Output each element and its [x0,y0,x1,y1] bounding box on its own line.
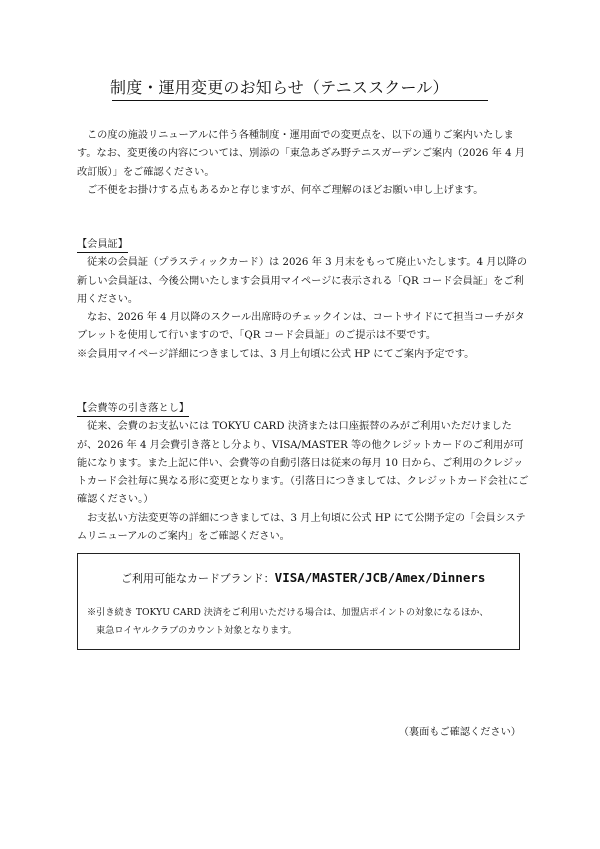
card-brand-line [121,569,485,588]
page-title: 制度・運用変更のお知らせ（テニススクール） [110,78,449,97]
card-brand-box [77,553,520,650]
payment-section [77,400,529,546]
intro-paragraph-2: ご不便をお掛けする点もあるかと存じますが、何卒ご理解のほどお願い申し上げます。 [87,184,484,196]
member-card-paragraph-2: なお、2026 年 4 月以降のスクール出席時のチェックインは、コートサイドにて担当コーチがタブレットを使用して行いますので、「QR コード会員証」のご提示は不要です。 [77,312,525,342]
payment-paragraph-1: 従来、会費のお支払いには TOKYU CARD 決済または口座振替のみがご利用いただけましたが、2026 年 4 月会費引き落とし分より、VISA/MASTER 等の他クレジットカードのご利用が可能になります。また上記に伴い、会費等の自動引落日は従来の毎月 10 日から、ご利用のクレジットカード会社毎に異なる形に変更となります。（引落日につきましては、クレジットカード会社にご確認ください。） [77,421,529,506]
intro-section [77,127,529,200]
title-underline [112,100,488,101]
card-brand-list: VISA/MASTER/JCB/Amex/Dinners [274,570,486,585]
card-brand-label: ご利用可能なカードブランド： [121,572,275,585]
footer-note: （裏面もご確認ください） [398,727,521,738]
card-brand-note-line-2: 東急ロイヤルクラブのカウント対象となります。 [96,625,297,636]
member-card-paragraph-1: 従来の会員証（プラスティックカード）は 2026 年 3 月末をもって廃止いたします。4 月以降の新しい会員証は、今後公開いたします会員用マイページに表示される「QR コード会員証」をご利用ください。 [77,257,528,305]
payment-paragraph-2: お支払い方法変更等の詳細につきましては、3 月上旬頃に公式 HP にて公開予定の「会員システムリニューアルのご案内」をご確認ください。 [77,512,526,543]
card-brand-note-line-1: ※引き続き TOKYU CARD 決済をご利用いただける場合は、加盟店ポイントの対象になるほか、 [87,607,489,618]
member-card-section [77,236,529,364]
card-brand-note [87,604,511,640]
member-card-heading: 【会員証】 [77,237,128,253]
intro-paragraph-1: この度の施設リニューアルに伴う各種制度・運用面での変更点を、以下の通りご案内いたします。なお、変更後の内容については、別添の「東急あざみ野テニスガーデンご案内（2026 年 4 月改訂版）」をご確認ください。 [77,130,525,178]
member-card-note: ※会員用マイページ詳細につきましては、3 月上旬頃に公式 HP にてご案内予定です。 [77,348,475,360]
payment-heading: 【会費等の引き落とし】 [77,401,189,417]
